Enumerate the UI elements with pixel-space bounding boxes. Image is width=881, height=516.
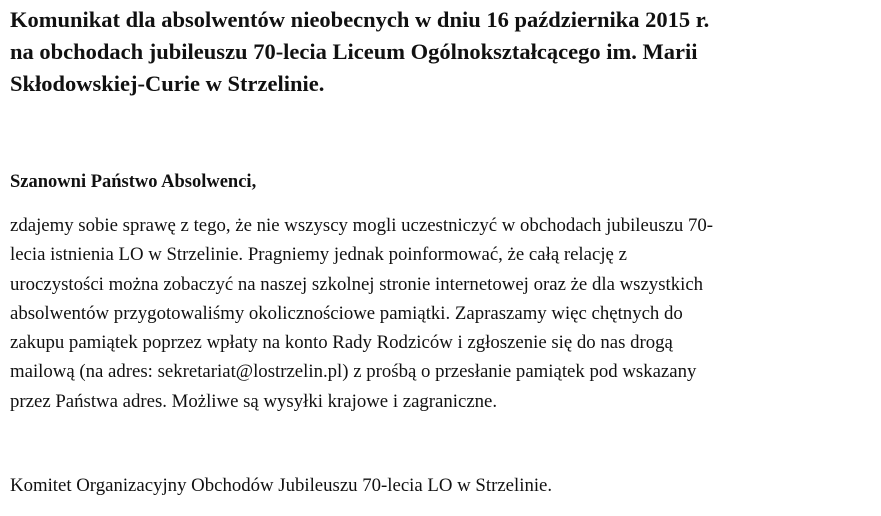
title-line: na obchodach jubileuszu 70-lecia Liceum Ogólnokształcącego im. Marii xyxy=(10,39,698,64)
body-line: uroczystości można zobaczyć na naszej szkolnej stronie internetowej oraz że dla wszystkich xyxy=(10,273,704,295)
document-page xyxy=(10,4,876,496)
document-title xyxy=(10,4,876,100)
body-line: przez Państwa adres. Możliwe są wysyłki krajowe i zagraniczne. xyxy=(10,390,498,412)
signature: Komitet Organizacyjny Obchodów Jubileuszu 70-lecia LO w Strzelinie. xyxy=(10,475,553,496)
title-line: Komunikat dla absolwentów nieobecnych w dniu 16 października 2015 r. xyxy=(10,7,710,32)
body-line: absolwentów przygotowaliśmy okolicznościowe pamiątki. Zapraszamy więc chętnych do xyxy=(10,302,683,324)
body-line: zdajemy sobie sprawę z tego, że nie wszyscy mogli uczestniczyć w obchodach jubileuszu 70- xyxy=(10,215,714,236)
body-line: lecia istnienia LO w Strzelinie. Pragniemy jednak poinformować, że całą relację z xyxy=(10,244,627,266)
body-line: mailową (na adres: sekretariat@lostrzelin.pl) z prośbą o przesłanie pamiątek pod wskazany xyxy=(10,361,697,383)
title-line: Skłodowskiej-Curie w Strzelinie. xyxy=(10,71,325,96)
salutation: Szanowni Państwo Absolwenci, xyxy=(10,172,257,192)
body-line: zakupu pamiątek poprzez wpłaty na konto Rady Rodziców i zgłoszenie się do nas drogą xyxy=(10,332,673,354)
body-paragraph xyxy=(10,211,713,416)
